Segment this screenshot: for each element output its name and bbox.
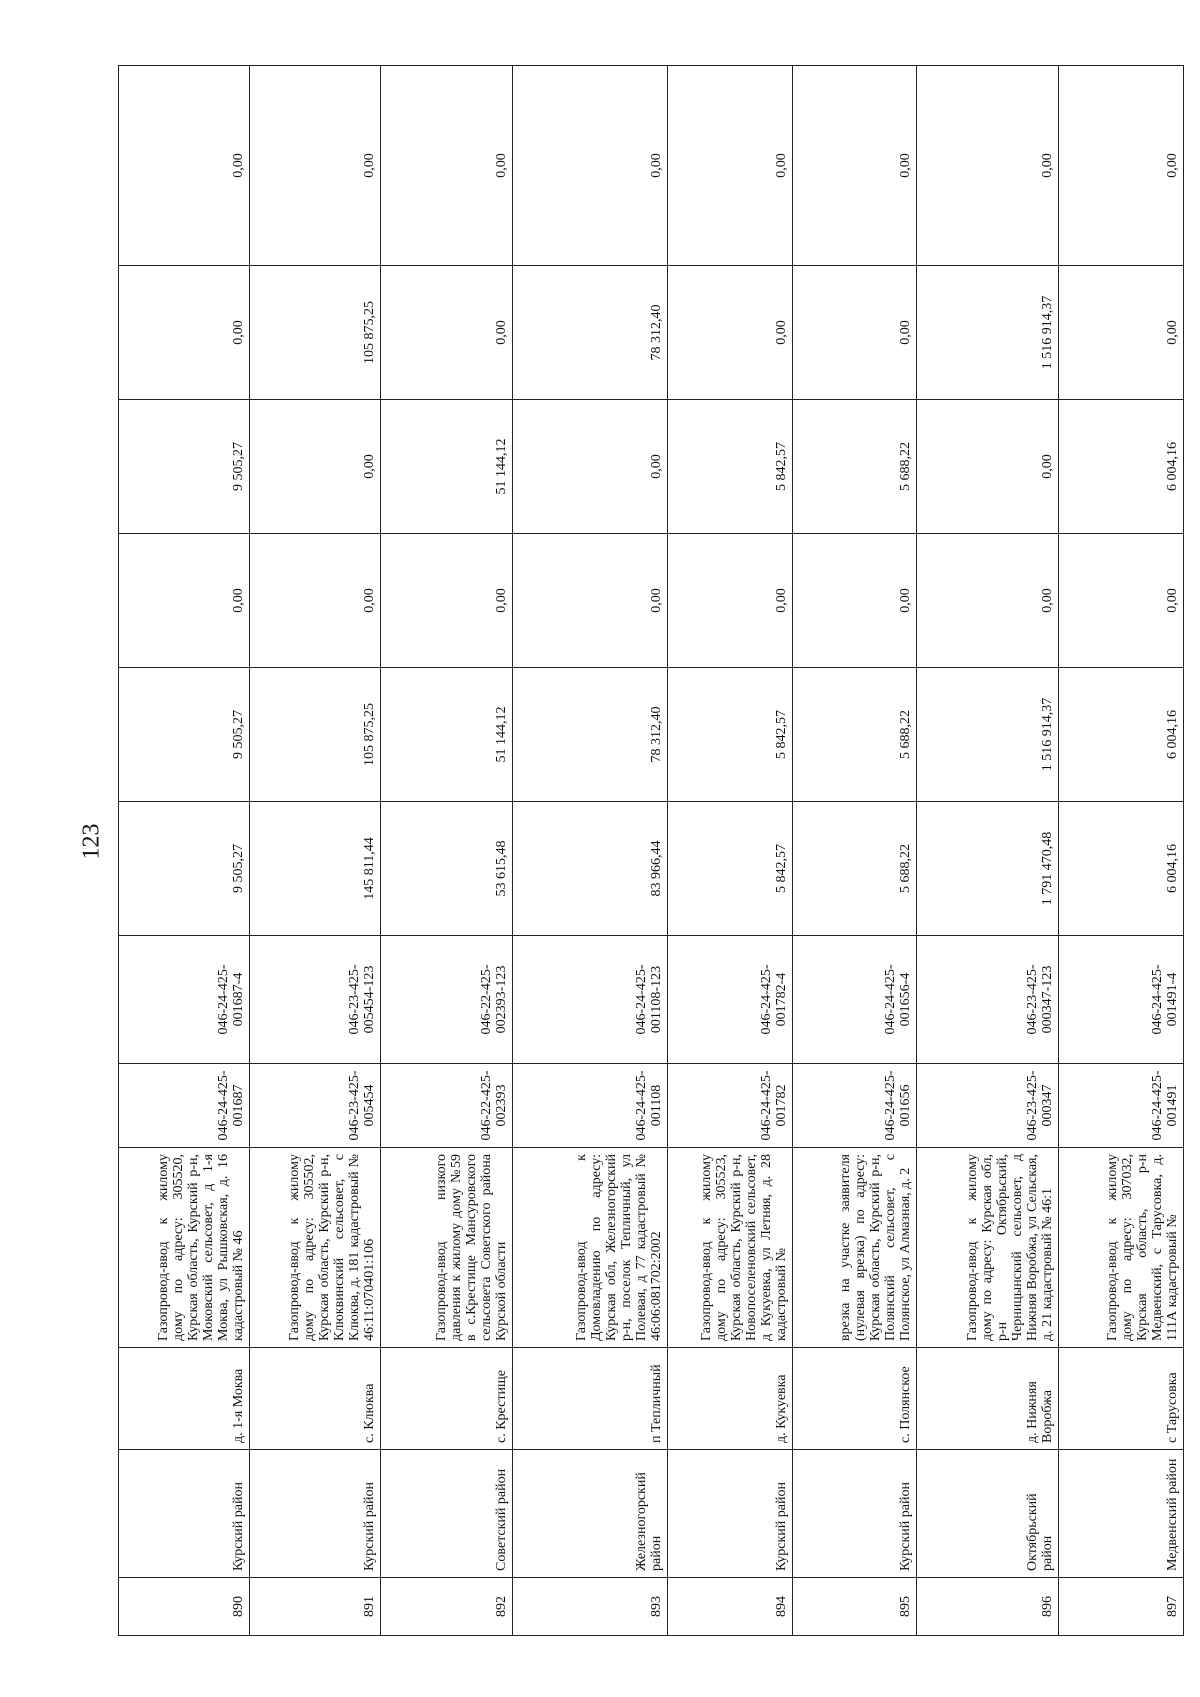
value-1-cell: 83 966,44 (512, 802, 668, 936)
value-4-cell: 9 505,27 (119, 400, 250, 534)
locality-cell: с. Полянское (792, 1348, 917, 1450)
value-5-cell: 78 312,40 (512, 266, 668, 400)
object-code-cell: 046-22-425-002393-123 (381, 936, 512, 1064)
object-id-cell: 046-24-425-001687 (119, 1064, 250, 1148)
district-cell: Курский район (668, 1450, 793, 1578)
value-5-cell: 0,00 (381, 266, 512, 400)
gas-pipeline-table (118, 65, 1184, 1636)
value-2-cell: 9 505,27 (119, 668, 250, 802)
value-2-cell: 5 842,57 (668, 668, 793, 802)
value-2-cell: 5 688,22 (792, 668, 917, 802)
district-cell: Железногорский район (512, 1450, 668, 1578)
value-2-cell: 105 875,25 (250, 668, 381, 802)
locality-cell: с. Клюква (250, 1348, 381, 1450)
locality-cell: п Тепличный (512, 1348, 668, 1450)
object-description-cell: Газопровод-ввод к жилому дому по адресу: 305520, Курская область, Курский р-н, Моковский сельсовет, д 1-я Моква, ул Рышковская, д. 16 кадастровый № 46 (119, 1148, 250, 1348)
page-number: 123 (78, 823, 105, 860)
table-row (917, 66, 1059, 1636)
locality-cell: с Тарусовка (1059, 1348, 1184, 1450)
value-2-cell: 78 312,40 (512, 668, 668, 802)
object-description-cell: Газопровод-ввод к жилому дому по адресу: 305523, Курская область, Курский р-н, Новопоселеновский сельсовет, д Кукуевка, ул Летняя, д. 28 кадастровый № (668, 1148, 793, 1348)
value-3-cell: 0,00 (792, 534, 917, 668)
value-6-cell: 0,00 (119, 66, 250, 266)
object-id-cell: 046-24-425-001656 (792, 1064, 917, 1148)
object-code-cell: 046-23-425-000347-123 (917, 936, 1059, 1064)
object-code-cell: 046-24-425-001656-4 (792, 936, 917, 1064)
table-row (250, 66, 381, 1636)
object-id-cell: 046-24-425-001782 (668, 1064, 793, 1148)
value-5-cell: 0,00 (1059, 266, 1184, 400)
table-row (512, 66, 668, 1636)
value-5-cell: 0,00 (792, 266, 917, 400)
value-1-cell: 5 688,22 (792, 802, 917, 936)
value-1-cell: 6 004,16 (1059, 802, 1184, 936)
value-4-cell: 6 004,16 (1059, 400, 1184, 534)
rotated-table-container (118, 66, 1184, 1636)
value-2-cell: 51 144,12 (381, 668, 512, 802)
value-2-cell: 1 516 914,37 (917, 668, 1059, 802)
object-description-cell: Газопровод-ввод низкого давления к жилому дому №59 в с.Крестище Мансуровского сельсовета Советского района Курской области (381, 1148, 512, 1348)
row-number: 896 (917, 1578, 1059, 1636)
value-6-cell: 0,00 (512, 66, 668, 266)
value-5-cell: 105 875,25 (250, 266, 381, 400)
object-id-cell: 046-23-425-000347 (917, 1064, 1059, 1148)
value-4-cell: 0,00 (512, 400, 668, 534)
value-1-cell: 53 615,48 (381, 802, 512, 936)
row-number: 891 (250, 1578, 381, 1636)
row-number: 894 (668, 1578, 793, 1636)
value-6-cell: 0,00 (1059, 66, 1184, 266)
value-6-cell: 0,00 (250, 66, 381, 266)
value-3-cell: 0,00 (1059, 534, 1184, 668)
row-number: 892 (381, 1578, 512, 1636)
object-code-cell: 046-24-425-001108-123 (512, 936, 668, 1064)
value-3-cell: 0,00 (381, 534, 512, 668)
value-5-cell: 1 516 914,37 (917, 266, 1059, 400)
value-1-cell: 145 811,44 (250, 802, 381, 936)
value-3-cell: 0,00 (668, 534, 793, 668)
object-description-cell: Газопровод-ввод к жилому дому по адресу: Курская обл, р-н Октябрьский, Черницынский сельсовет, д Нижняя Воробжа, ул Сельская, д. 21 кадастровый № 46:1 (917, 1148, 1059, 1348)
object-id-cell: 046-24-425-001108 (512, 1064, 668, 1148)
object-code-cell: 046-24-425-001687-4 (119, 936, 250, 1064)
table-row (792, 66, 917, 1636)
district-cell: Курский район (792, 1450, 917, 1578)
locality-cell: с. Крестище (381, 1348, 512, 1450)
table-row (1059, 66, 1184, 1636)
object-description-cell: Газопровод-ввод к жилому дому по адресу: 305502, Курская область, Курский р-н, Клюквинский сельсовет, с Клюква, д. 181 кадастровый № 46:11:070401:106 (250, 1148, 381, 1348)
object-code-cell: 046-24-425-001491-4 (1059, 936, 1184, 1064)
value-1-cell: 9 505,27 (119, 802, 250, 936)
object-code-cell: 046-23-425-005454-123 (250, 936, 381, 1064)
object-description-cell: Газопровод-ввод к жилому дому по адресу: 307032, Курская область, р-н Медвенский, с Тарусовка, д. 111А кадастровый № (1059, 1148, 1184, 1348)
district-cell: Курский район (119, 1450, 250, 1578)
value-6-cell: 0,00 (917, 66, 1059, 266)
value-3-cell: 0,00 (119, 534, 250, 668)
value-3-cell: 0,00 (512, 534, 668, 668)
value-4-cell: 51 144,12 (381, 400, 512, 534)
value-3-cell: 0,00 (917, 534, 1059, 668)
value-1-cell: 5 842,57 (668, 802, 793, 936)
value-6-cell: 0,00 (668, 66, 793, 266)
value-1-cell: 1 791 470,48 (917, 802, 1059, 936)
value-4-cell: 0,00 (250, 400, 381, 534)
object-description-cell: врезка на участке заявителя (нулевая врезка) по адресу: Курская область, Курский р-н, Полянский сельсовет, с Полянское, ул Алмазная, д. 2 (792, 1148, 917, 1348)
district-cell: Медвенский район (1059, 1450, 1184, 1578)
table-body (119, 66, 1184, 1636)
locality-cell: д. 1-я Моква (119, 1348, 250, 1450)
locality-cell: д. Нижняя Воробжа (917, 1348, 1059, 1450)
value-2-cell: 6 004,16 (1059, 668, 1184, 802)
value-6-cell: 0,00 (792, 66, 917, 266)
table-row (668, 66, 793, 1636)
object-description-cell: Газопровод-ввод к Домовладению по адресу: Курская обл, Железногорский р-н, поселок Тепличный, ул Полевая, д 77 кадастровый № 46:06:081702:2002 (512, 1148, 668, 1348)
object-id-cell: 046-23-425-005454 (250, 1064, 381, 1148)
object-code-cell: 046-24-425-001782-4 (668, 936, 793, 1064)
row-number: 890 (119, 1578, 250, 1636)
row-number: 897 (1059, 1578, 1184, 1636)
object-id-cell: 046-22-425-002393 (381, 1064, 512, 1148)
value-4-cell: 0,00 (917, 400, 1059, 534)
value-5-cell: 0,00 (668, 266, 793, 400)
value-5-cell: 0,00 (119, 266, 250, 400)
object-id-cell: 046-24-425-001491 (1059, 1064, 1184, 1148)
value-6-cell: 0,00 (381, 66, 512, 266)
value-4-cell: 5 688,22 (792, 400, 917, 534)
value-3-cell: 0,00 (250, 534, 381, 668)
table-row (381, 66, 512, 1636)
district-cell: Курский район (250, 1450, 381, 1578)
locality-cell: д. Кукуевка (668, 1348, 793, 1450)
row-number: 895 (792, 1578, 917, 1636)
district-cell: Советский район (381, 1450, 512, 1578)
row-number: 893 (512, 1578, 668, 1636)
district-cell: Октябрьский район (917, 1450, 1059, 1578)
value-4-cell: 5 842,57 (668, 400, 793, 534)
table-row (119, 66, 250, 1636)
